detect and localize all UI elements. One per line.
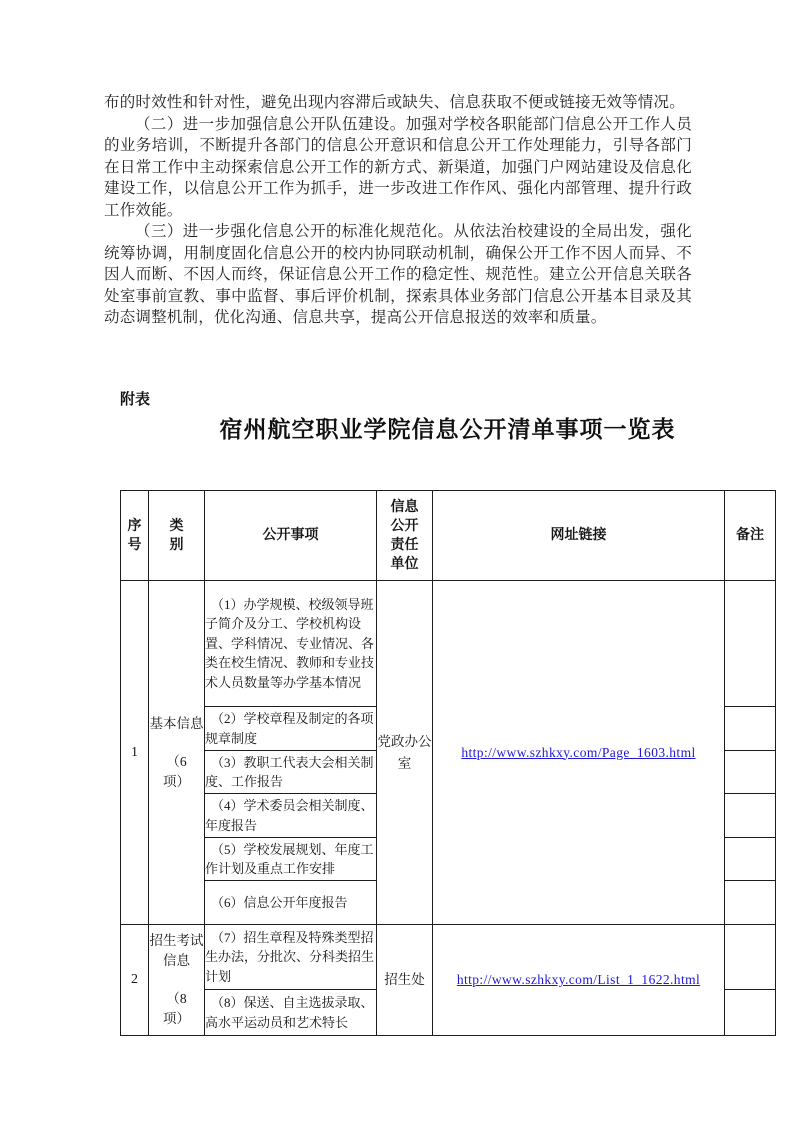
category-count: （6项） — [163, 753, 190, 789]
appendix-label: 附表 — [120, 391, 151, 408]
category-cell — [149, 581, 205, 925]
column-header-url: 网址链接 — [433, 491, 725, 581]
item-cell: （8）保送、自主选拔录取、高水平运动员和艺术特长 — [205, 990, 377, 1036]
paragraph-section-2: （二）进一步加强信息公开队伍建设。加强对学校各职能部门信息公开工作人员的业务培训，不断提升各部门的信息公开意识和信息公开工作处理能力，引导各部门在日常工作中主动探索信息公开工作的新方式、新渠道，加强门户网站建设及信息化建设工作，以信息公开工作为抓手，进一步改进工作作风、强化内部管理、提升行政工作效能。 — [104, 115, 692, 219]
item-cell: （4）学术委员会相关制度、年度报告 — [205, 794, 377, 838]
row-number-cell: 1 — [121, 581, 149, 925]
column-header-unit: 信息公开责任单位 — [377, 491, 433, 581]
row-number-cell: 2 — [121, 925, 149, 1036]
paragraph-continuation: 布的时效性和针对性，避免出现内容滞后或缺失、信息获取不便或链接无效等情况。 — [104, 94, 685, 111]
disclosure-table — [120, 490, 776, 1036]
remark-cell — [725, 581, 776, 707]
column-header-no: 序号 — [121, 491, 149, 581]
remark-cell — [725, 925, 776, 990]
remark-cell — [725, 707, 776, 751]
remark-cell — [725, 751, 776, 794]
category-count: （8项） — [163, 991, 190, 1026]
item-cell: （3）教职工代表大会相关制度、工作报告 — [205, 751, 377, 794]
body-text — [104, 92, 692, 329]
url-link[interactable]: http://www.szhkxy.com/Page_1603.html — [461, 744, 696, 760]
category-cell — [149, 925, 205, 1036]
item-cell: （7）招生章程及特殊类型招生办法，分批次、分科类招生计划 — [205, 925, 377, 990]
column-header-item: 公开事项 — [205, 491, 377, 581]
remark-cell — [725, 881, 776, 925]
item-cell: （6）信息公开年度报告 — [205, 881, 377, 925]
table-row — [121, 925, 776, 990]
table-wrap — [120, 490, 776, 1036]
category-label: 招生考试信息 — [149, 933, 204, 968]
column-header-remark: 备注 — [725, 491, 776, 581]
category-label: 基本信息 — [149, 715, 204, 731]
remark-cell — [725, 838, 776, 881]
column-header-category: 类别 — [149, 491, 205, 581]
item-cell: （2）学校章程及制定的各项规章制度 — [205, 707, 377, 751]
table-title: 宿州航空职业学院信息公开清单事项一览表 — [219, 416, 676, 442]
unit-cell: 党政办公室 — [377, 581, 433, 925]
url-link[interactable]: http://www.szhkxy.com/List_1_1622.html — [456, 972, 701, 987]
unit-cell: 招生处 — [377, 925, 433, 1036]
remark-cell — [725, 990, 776, 1036]
item-cell: （5）学校发展规划、年度工作计划及重点工作安排 — [205, 838, 377, 881]
header-row — [121, 491, 776, 581]
url-cell — [433, 581, 725, 925]
remark-cell — [725, 794, 776, 838]
table-row — [121, 581, 776, 707]
paragraph-section-3: （三）进一步强化信息公开的标准化规范化。从依法治校建设的全局出发，强化统筹协调，用制度固化信息公开的校内协同联动机制，确保公开工作不因人而异、不因人而断、不因人而终，保证信息公开工作的稳定性、规范性。建立公开信息关联各处室事前宣教、事中监督、事后评价机制，探索具体业务部门信息公开基本目录及其动态调整机制，优化沟通、信息共享，提高公开信息报送的效率和质量。 — [104, 223, 692, 326]
item-cell: （1）办学规模、校级领导班子简介及分工、学校机构设置、学科情况、专业情况、各类在校生情况、教师和专业技术人员数量等办学基本情况 — [205, 581, 377, 707]
url-cell — [433, 925, 725, 1036]
